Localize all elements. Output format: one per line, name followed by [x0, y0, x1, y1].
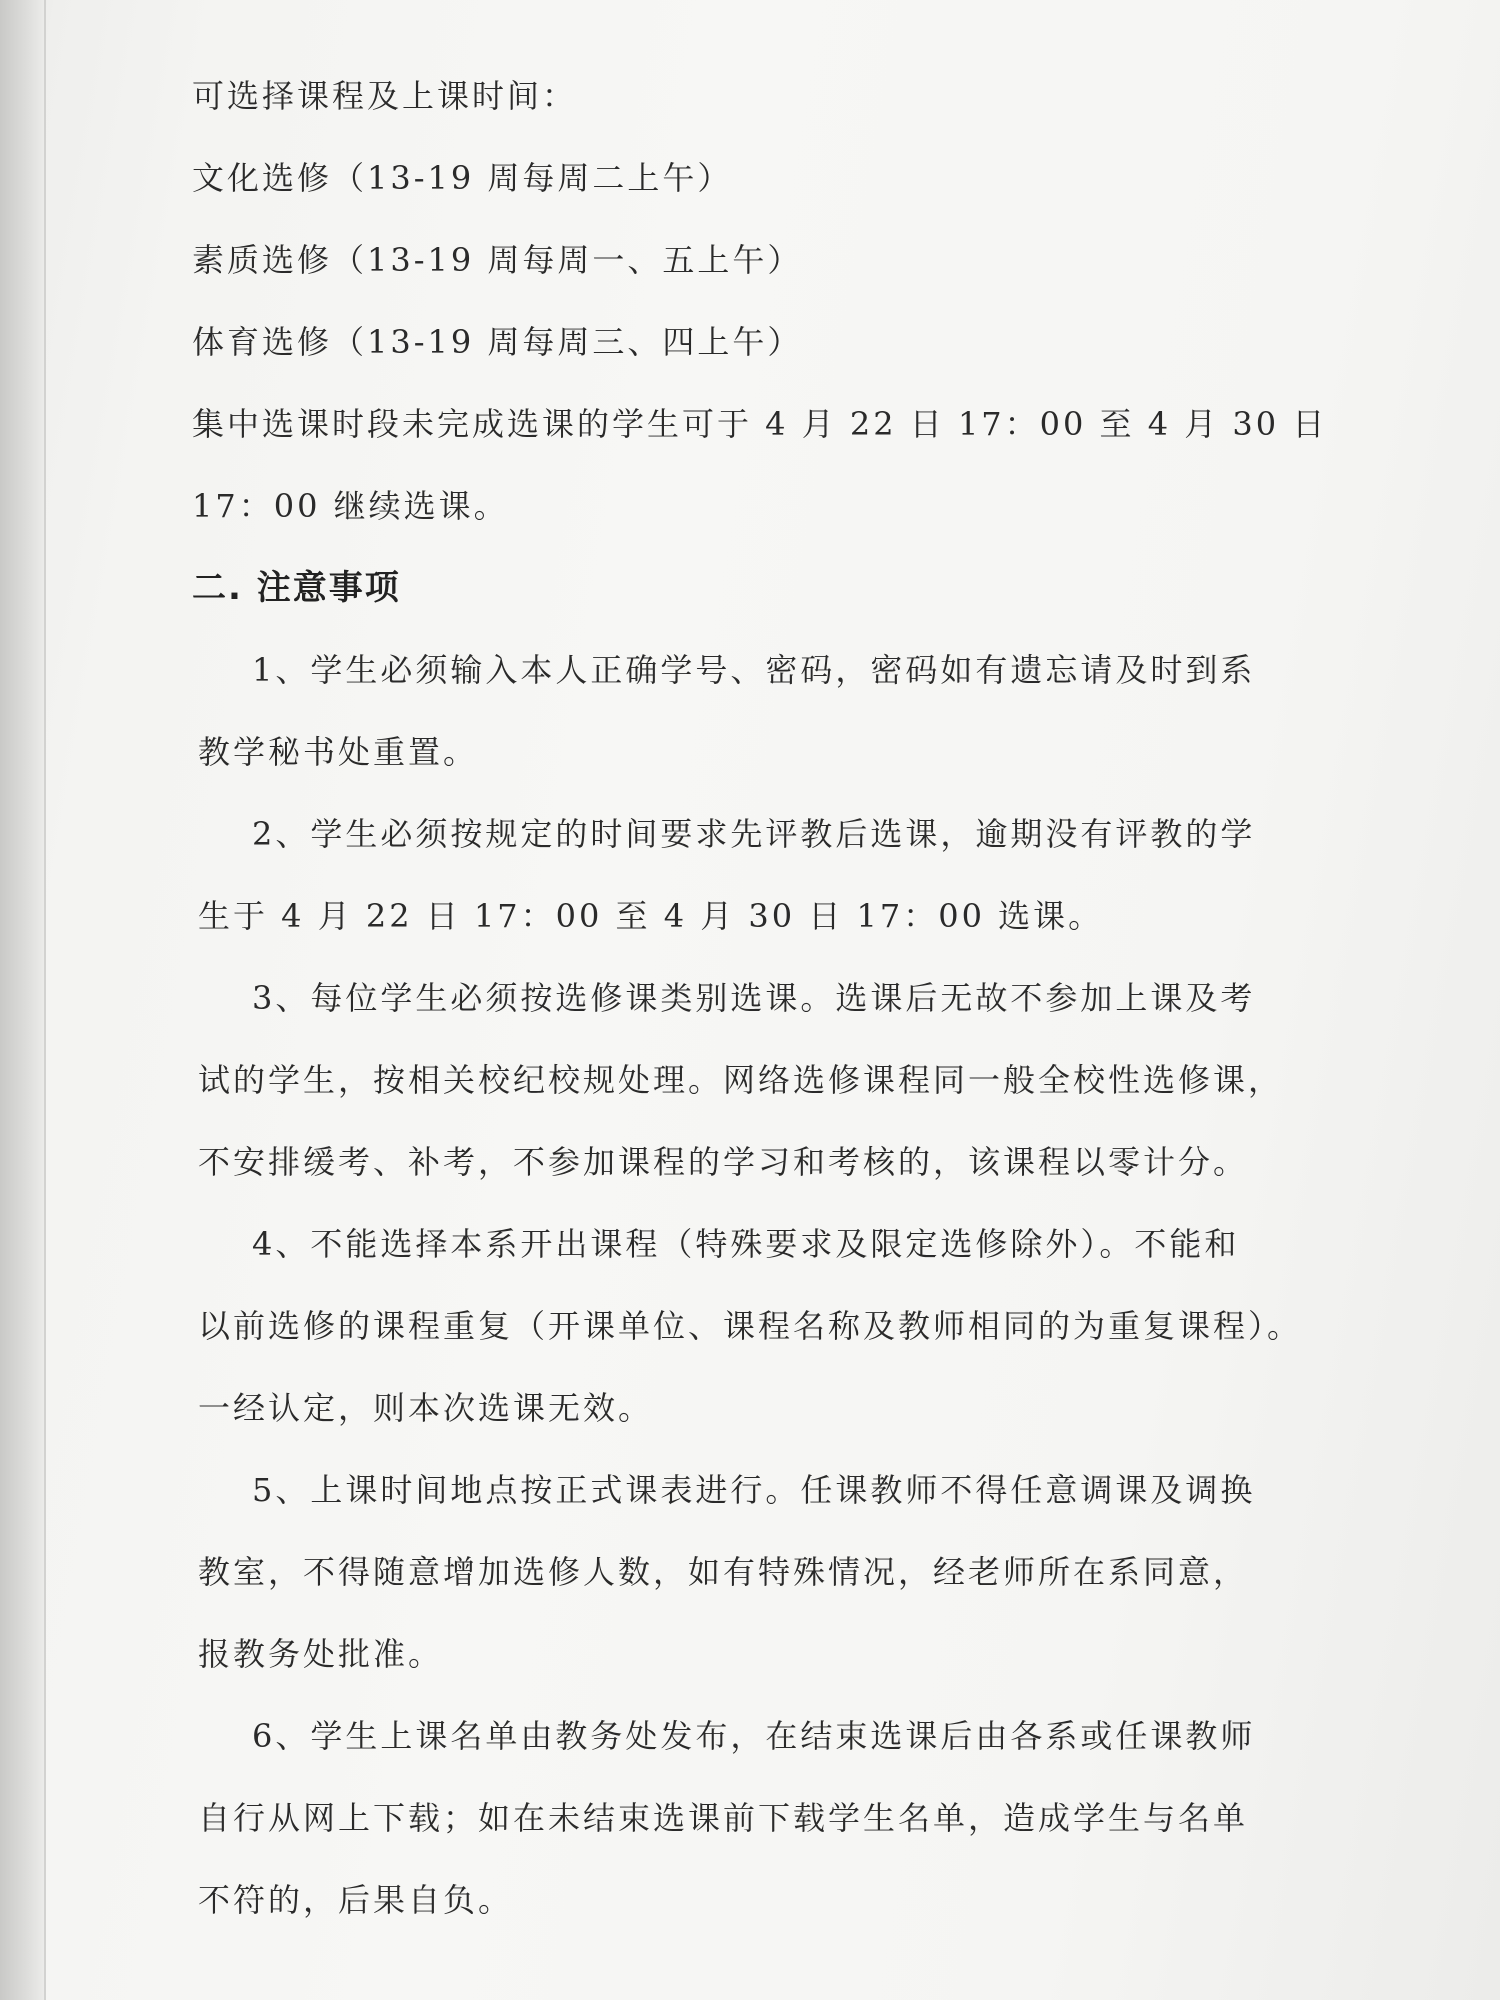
note-6-line: 自行从网上下载；如在未结束选课前下载学生名单，造成学生与名单 [198, 1799, 1249, 1837]
note-3-line: 试的学生，按相关校纪校规处理。网络选修课程同一般全校性选修课， [198, 1061, 1284, 1099]
schedule-title: 可选择课程及上课时间： [192, 77, 578, 115]
note-3-line: 3、每位学生必须按选修课类别选课。选课后无故不参加上课及考 [252, 979, 1256, 1017]
late-selection-note-line: 集中选课时段未完成选课的学生可于 4 月 22 日 17：00 至 4 月 30 日 [192, 405, 1328, 443]
note-5-line: 5、上课时间地点按正式课表进行。任课教师不得任意调课及调换 [252, 1471, 1256, 1509]
note-4-line: 一经认定，则本次选课无效。 [198, 1389, 654, 1427]
underlying-page-edge [0, 0, 46, 2000]
schedule-item-quality: 素质选修（13-19 周每周一、五上午） [192, 241, 803, 279]
late-selection-note-line: 17：00 继续选课。 [192, 487, 509, 525]
note-6-line: 6、学生上课名单由教务处发布，在结束选课后由各系或任课教师 [252, 1717, 1256, 1755]
note-3-line: 不安排缓考、补考，不参加课程的学习和考核的，该课程以零计分。 [198, 1143, 1249, 1181]
schedule-item-culture: 文化选修（13-19 周每周二上午） [192, 159, 733, 197]
document-body [192, 55, 1328, 1941]
page-fold-line [44, 0, 46, 2000]
note-6-line: 不符的，后果自负。 [198, 1881, 514, 1919]
note-4-line: 以前选修的课程重复（开课单位、课程名称及教师相同的为重复课程）。 [198, 1307, 1303, 1345]
note-5-line: 教室，不得随意增加选修人数，如有特殊情况，经老师所在系同意， [198, 1553, 1249, 1591]
note-4-line: 4、不能选择本系开出课程（特殊要求及限定选修除外）。不能和 [252, 1225, 1240, 1263]
note-1-line: 教学秘书处重置。 [198, 733, 479, 771]
note-2-line: 2、学生必须按规定的时间要求先评教后选课，逾期没有评教的学 [252, 815, 1256, 853]
schedule-item-sports: 体育选修（13-19 周每周三、四上午） [192, 323, 803, 361]
note-1-line: 1、学生必须输入本人正确学号、密码，密码如有遗忘请及时到系 [252, 651, 1256, 689]
notes-heading: 二. 注意事项 [192, 568, 401, 608]
note-5-line: 报教务处批准。 [198, 1635, 444, 1673]
note-2-line: 生于 4 月 22 日 17：00 至 4 月 30 日 17：00 选课。 [198, 897, 1104, 935]
